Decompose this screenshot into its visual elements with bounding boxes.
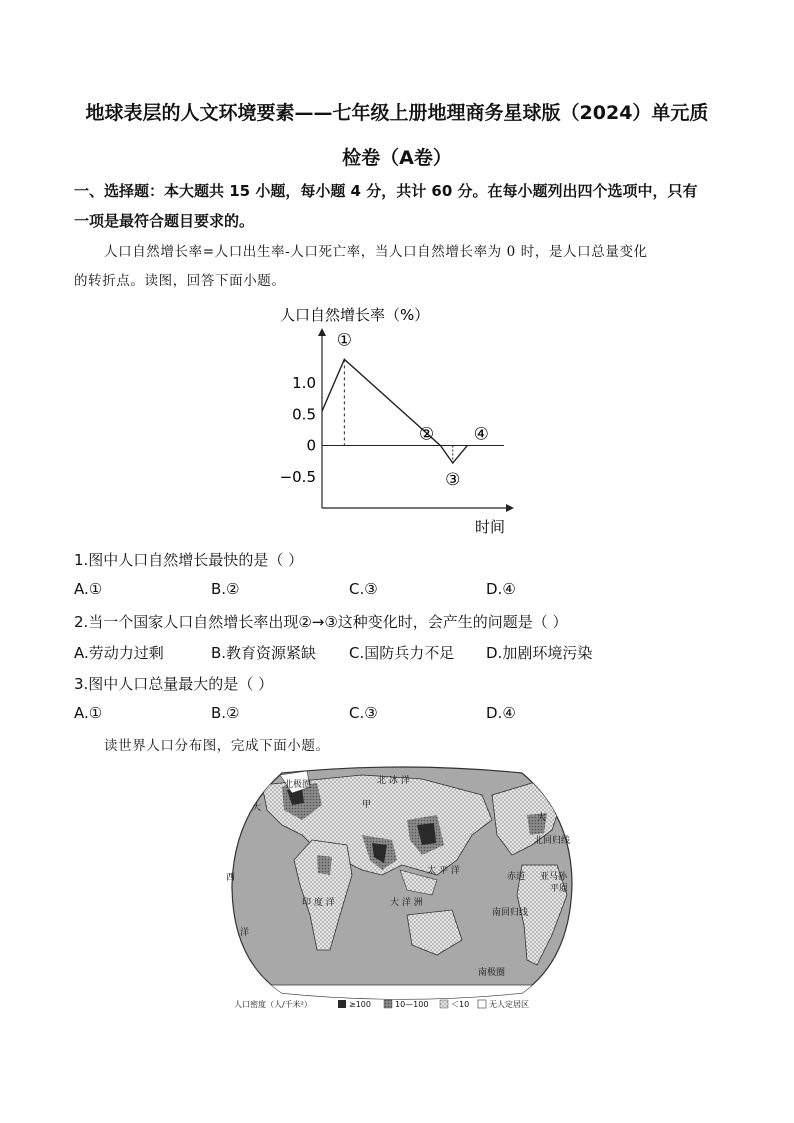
y-tick-label: 0: [306, 436, 316, 455]
label-da-1: 大: [252, 803, 262, 813]
q2-option-c[interactable]: C.国防兵力不足: [349, 644, 455, 662]
point-label: ①: [336, 330, 352, 351]
intro-map: 读世界人口分布图，完成下面小题。: [104, 738, 330, 754]
label-jia: 甲: [362, 800, 372, 810]
world-population-map: [222, 765, 582, 1015]
legend-swatch-dense: [338, 1000, 346, 1008]
chart-axes: [318, 328, 514, 512]
question-3: 3.图中人口总量最大的是（ ）: [74, 675, 274, 693]
label-south-tropic: 南回归线: [492, 908, 529, 918]
point-label: ④: [473, 424, 489, 445]
y-tick-label: 0.5: [292, 405, 316, 424]
label-yang: 洋: [240, 928, 250, 938]
question-2: 2.当一个国家人口自然增长率出现②→③这种变化时，会产生的问题是（ ）: [74, 613, 568, 631]
q3-option-a[interactable]: A.①: [74, 704, 103, 722]
growth-rate-line: [322, 359, 467, 463]
legend-item-medium: 10—100: [395, 1000, 429, 1009]
label-equator: 赤道: [507, 872, 526, 882]
label-north-tropic: 北回归线: [534, 836, 571, 846]
label-xi: 西: [226, 873, 236, 883]
legend-title: 人口密度（人/千米²）: [234, 1000, 312, 1009]
q3-option-b[interactable]: B.②: [211, 704, 240, 722]
label-plain: 平原: [550, 884, 569, 894]
y-tick-label: −0.5: [279, 467, 316, 486]
q2-option-d[interactable]: D.加剧环境污染: [486, 644, 593, 662]
label-indian-ocean: 印 度 洋: [302, 898, 335, 908]
question-1: 1.图中人口自然增长最快的是（ ）: [74, 551, 304, 569]
label-arctic-circle: 北极圈: [284, 780, 312, 790]
q2-option-a[interactable]: A.劳动力过剩: [74, 644, 164, 662]
legend-item-sparse: ＜10: [451, 1000, 470, 1009]
point-label: ③: [445, 470, 461, 491]
label-arctic-ocean: 北 冰 洋: [377, 776, 410, 786]
chart-xlabel: 时间: [475, 518, 506, 536]
page-title-line2: 检卷（A卷）: [342, 147, 452, 169]
legend-swatch-none: [478, 1000, 486, 1008]
growth-rate-chart: [270, 300, 530, 540]
legend-swatch-sparse: [440, 1000, 448, 1008]
legend-swatch-medium: [384, 1000, 392, 1008]
chart-point-labels: [337, 330, 489, 490]
label-pacific: 太 平 洋: [427, 866, 460, 876]
intro-line1: 人口自然增长率=人口出生率-人口死亡率，当人口自然增长率为 0 时，是人口总量变化: [104, 244, 648, 260]
section-heading-line1: 一、选择题：本大题共 15 小题，每小题 4 分，共计 60 分。在每小题列出四个选项中，只有: [74, 182, 698, 200]
q3-option-c[interactable]: C.③: [349, 704, 378, 722]
africa-medium-density: [317, 855, 332, 875]
q1-option-c[interactable]: C.③: [349, 580, 378, 598]
label-antarctic-circle: 南极圈: [478, 968, 506, 978]
q1-option-a[interactable]: A.①: [74, 580, 103, 598]
q2-option-b[interactable]: B.教育资源紧缺: [211, 644, 317, 662]
y-axis-arrow: [318, 328, 326, 336]
legend-item-none: 无人定居区: [489, 1000, 529, 1009]
intro-line2: 的转折点。读图，回答下面小题。: [74, 273, 286, 289]
q3-option-d[interactable]: D.④: [486, 704, 516, 722]
q1-option-b[interactable]: B.②: [211, 580, 240, 598]
label-oceania: 大 洋 洲: [390, 898, 423, 908]
label-da-2: 大: [537, 813, 547, 823]
section-heading: [74, 176, 734, 236]
point-label: ②: [418, 424, 435, 445]
q1-option-d[interactable]: D.④: [486, 580, 516, 598]
chart-ylabel: 人口自然增长率（%）: [280, 306, 430, 324]
chart-line: [322, 359, 467, 463]
y-tick-label: 1.0: [292, 374, 316, 393]
intro-paragraph: [74, 238, 724, 296]
label-amazon: 亚马孙: [540, 872, 568, 882]
chart-ticks: [280, 374, 316, 486]
map-legend: [234, 999, 529, 1009]
legend-item-dense: ≥100: [349, 1000, 371, 1009]
page-title-line1: 地球表层的人文环境要素——七年级上册地理商务星球版（2024）单元质: [85, 102, 709, 124]
x-axis-arrow: [506, 504, 514, 512]
section-heading-line2: 一项是最符合题目要求的。: [74, 212, 255, 230]
